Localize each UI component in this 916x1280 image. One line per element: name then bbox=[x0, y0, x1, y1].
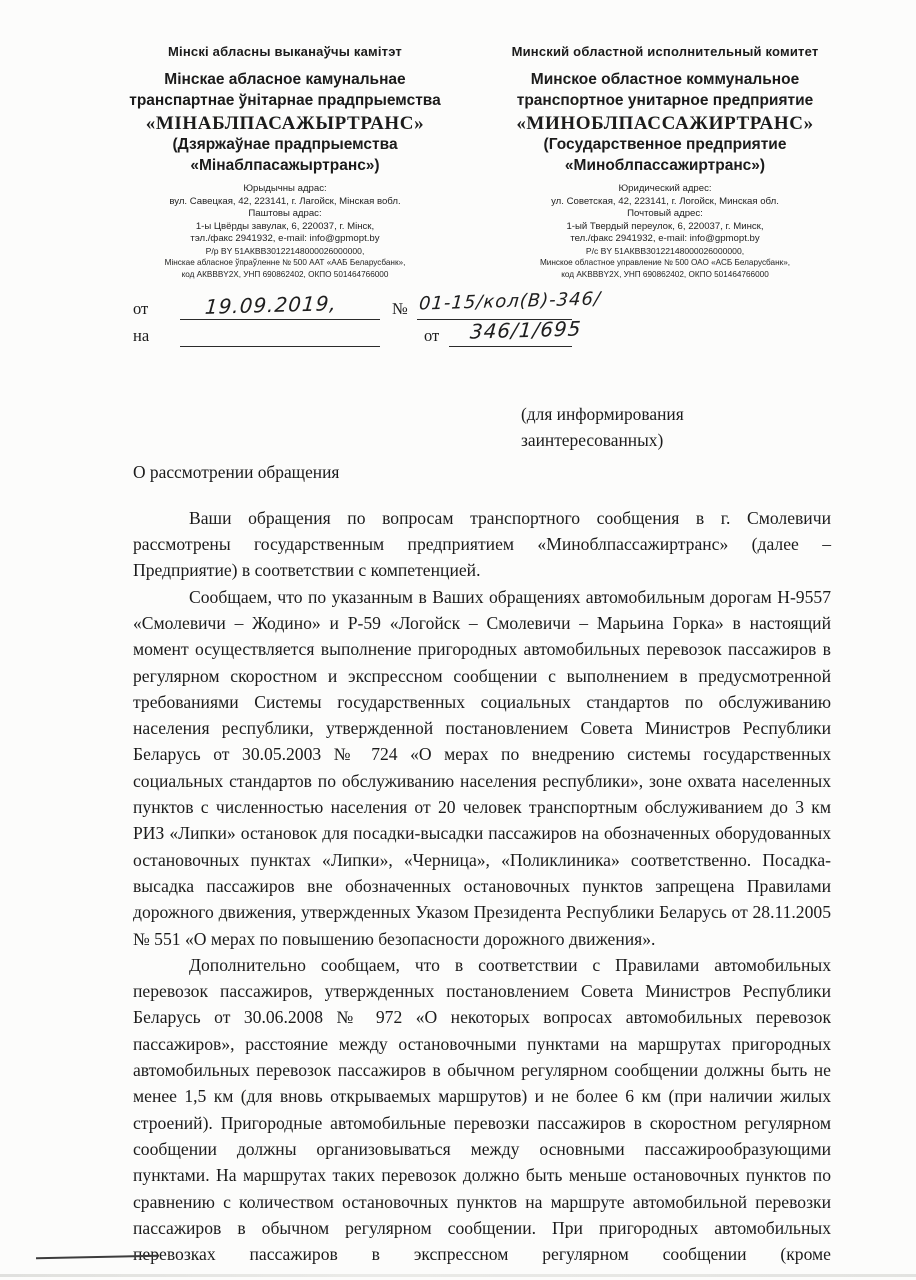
address-line: 1-ы Цвёрды завулак, 6, 220037, г. Мінск, bbox=[195, 220, 375, 232]
address-line: Юрыдычны адрас: bbox=[243, 183, 327, 194]
address-line: Паштовы адрас: bbox=[248, 208, 322, 220]
address-line: Р/с BY 51АКВВ30122148000026000000, bbox=[585, 245, 745, 256]
handwritten-incoming-number: 346/1/695 bbox=[469, 316, 583, 344]
address-line: Р/р BY 51АКВВ30122148000026000000, bbox=[205, 245, 365, 256]
note-line1: (для информирования bbox=[521, 403, 684, 424]
address-line: Юридический адрес: bbox=[618, 183, 712, 194]
note-line2: заинтересованных) bbox=[521, 429, 664, 450]
address-line: Почтовый адрес: bbox=[627, 208, 703, 220]
scan-bottom-edge bbox=[0, 1274, 916, 1277]
address-block-by bbox=[112, 183, 458, 280]
org-sub1-by: (Дзяржаўнае прадпрыемства bbox=[172, 136, 398, 153]
org-line1-by: Мінскае абласное камунальнае bbox=[164, 71, 406, 88]
addressee-note bbox=[521, 401, 821, 453]
address-block-ru bbox=[492, 183, 838, 280]
org-sub2-ru: «Миноблпассажиртранс») bbox=[564, 156, 766, 174]
committee-name-ru: Минский областной исполнительный комитет bbox=[511, 44, 819, 59]
org-sub1-ru: (Государственное предприятие bbox=[543, 136, 787, 153]
address-line: код AKBBBY2X, УНП 690862402, ОКПО 501464766000 bbox=[561, 269, 769, 279]
address-line: Мінскае абласное ўпраўленне № 500 ААТ «ААБ Беларусбанк», bbox=[164, 258, 406, 268]
committee-name-by: Мінскі абласны выканаўчы камітэт bbox=[168, 44, 402, 59]
from2-label: от bbox=[424, 325, 440, 345]
paragraph-3-cut-off: Дополнительно сообщаем, что в соответствии с Правилами автомобильных перевозок пассажиров, утвержденных постановлением Совета Министров Республики Беларусь от 30.06.2008 № 972 «О некоторых вопросах автомобильных перевозок пассажиров», расстояние между остановочными пунктами на маршрутах пригородных автомобильных перевозок пассажиров в обычном регулярном сообщении должны быть не менее 1,5 км (для вновь открываемых маршрутов) и не более 6 км (при наличии жилых строений). Пригородные автомобильные перевозки пассажиров в скоростном регулярном сообщении должны организовываться между основными пассажирообразующими пунктами. На маршрутах таких перевозок должно быть меньше остановочных пунктов по сравнению с количеством остановочных пунктов на маршруте автомобильной перевозки пассажиров в обычном регулярном сообщении. При пригородных автомобильных перевозках пассажиров в экспрессном регулярном сообщении (кроме bbox=[133, 954, 831, 1265]
org-name-by: «МІНАБЛПАСАЖЫРТРАНС» bbox=[145, 113, 425, 134]
letterhead bbox=[0, 0, 916, 280]
address-line: Минское областное управление № 500 ОАО «АСБ Беларусбанк», bbox=[539, 258, 791, 268]
letter-body bbox=[133, 505, 831, 1268]
letterhead-right-russian bbox=[492, 44, 838, 280]
letterhead-left-belarusian bbox=[112, 44, 458, 280]
on-label: на bbox=[133, 325, 150, 345]
address-line: тэл./факс 2941932, e-mail: info@gpmopt.by bbox=[190, 233, 380, 245]
from-label: от bbox=[133, 298, 149, 318]
blank-underline bbox=[180, 322, 380, 347]
org-name-ru: «МИНОБЛПАССАЖИРТРАНС» bbox=[516, 113, 814, 134]
org-sub2-by: «Мінаблпасажыртранс») bbox=[190, 156, 380, 174]
address-line: вул. Савецкая, 42, 223141, г. Лагойск, Мінская вобл. bbox=[169, 195, 401, 207]
paragraph-1: Ваши обращения по вопросам транспортного сообщения в г. Смолевичи рассмотрены государственным предприятием «Миноблпассажиртранс» (далее – Предприятие) в соответствии с компетенцией. bbox=[133, 507, 831, 581]
address-line: код АКВВBY2X, УНП 690862402, ОКПО 501464766000 bbox=[181, 269, 389, 279]
subject-line: О рассмотрении обращения bbox=[133, 461, 340, 482]
org-line1-ru: Минское областное коммунальное bbox=[530, 71, 800, 88]
address-line: 1-ый Твердый переулок, 6, 220037, г. Минск, bbox=[566, 220, 764, 232]
address-line: тел./факс 2941932, e-mail: info@gpmopt.by bbox=[570, 233, 760, 245]
org-line2-by: транспартнае ўнітарнае прадпрыемства bbox=[129, 91, 441, 109]
org-line2-ru: транспортное унитарное предприятие bbox=[516, 91, 814, 109]
paragraph-2: Сообщаем, что по указанным в Ваших обращениях автомобильным дорогам Н-9557 «Смолевичи – Жодино» и Р-59 «Логойск – Смолевичи – Марьина Горка» в настоящий момент осуществляется выполнение пригородных автомобильных перевозок пассажиров в регулярном скоростном и экспрессном сообщении с выполнением в предусмотренной требованиями Системы государственных социальных стандартов по обслуживанию населения республики, утвержденной постановлением Совета Министров Республики Беларусь от 30.05.2003 № 724 «О мерах по внедрению системы государственных социальных стандартов по обслуживанию населения республики», зоне охвата населенных пунктов с численностью населения от 20 человек транспортным обслуживанием до 3 км РИЗ «Липки» остановок для посадки-высадки пассажиров на обозначенных оборудованных остановочных пунктах «Липки», «Черница», «Поликлиника» соответственно. Посадка-высадка пассажиров вне обозначенных остановочных пунктов запрещена Правилами дорожного движения, утвержденных Указом Президента Республики Беларусь от 28.11.2005 № 551 «О мерах по повышению безопасности дорожного движения». bbox=[133, 586, 831, 949]
address-line: ул. Советская, 42, 223141, г. Логойск, Минская обл. bbox=[551, 195, 779, 207]
number-label: № bbox=[392, 298, 408, 318]
handwritten-number: 01-15/кол(В)-346/ bbox=[418, 288, 602, 315]
handwritten-date: 19.09.2019, bbox=[204, 290, 338, 319]
reference-block bbox=[133, 288, 733, 371]
